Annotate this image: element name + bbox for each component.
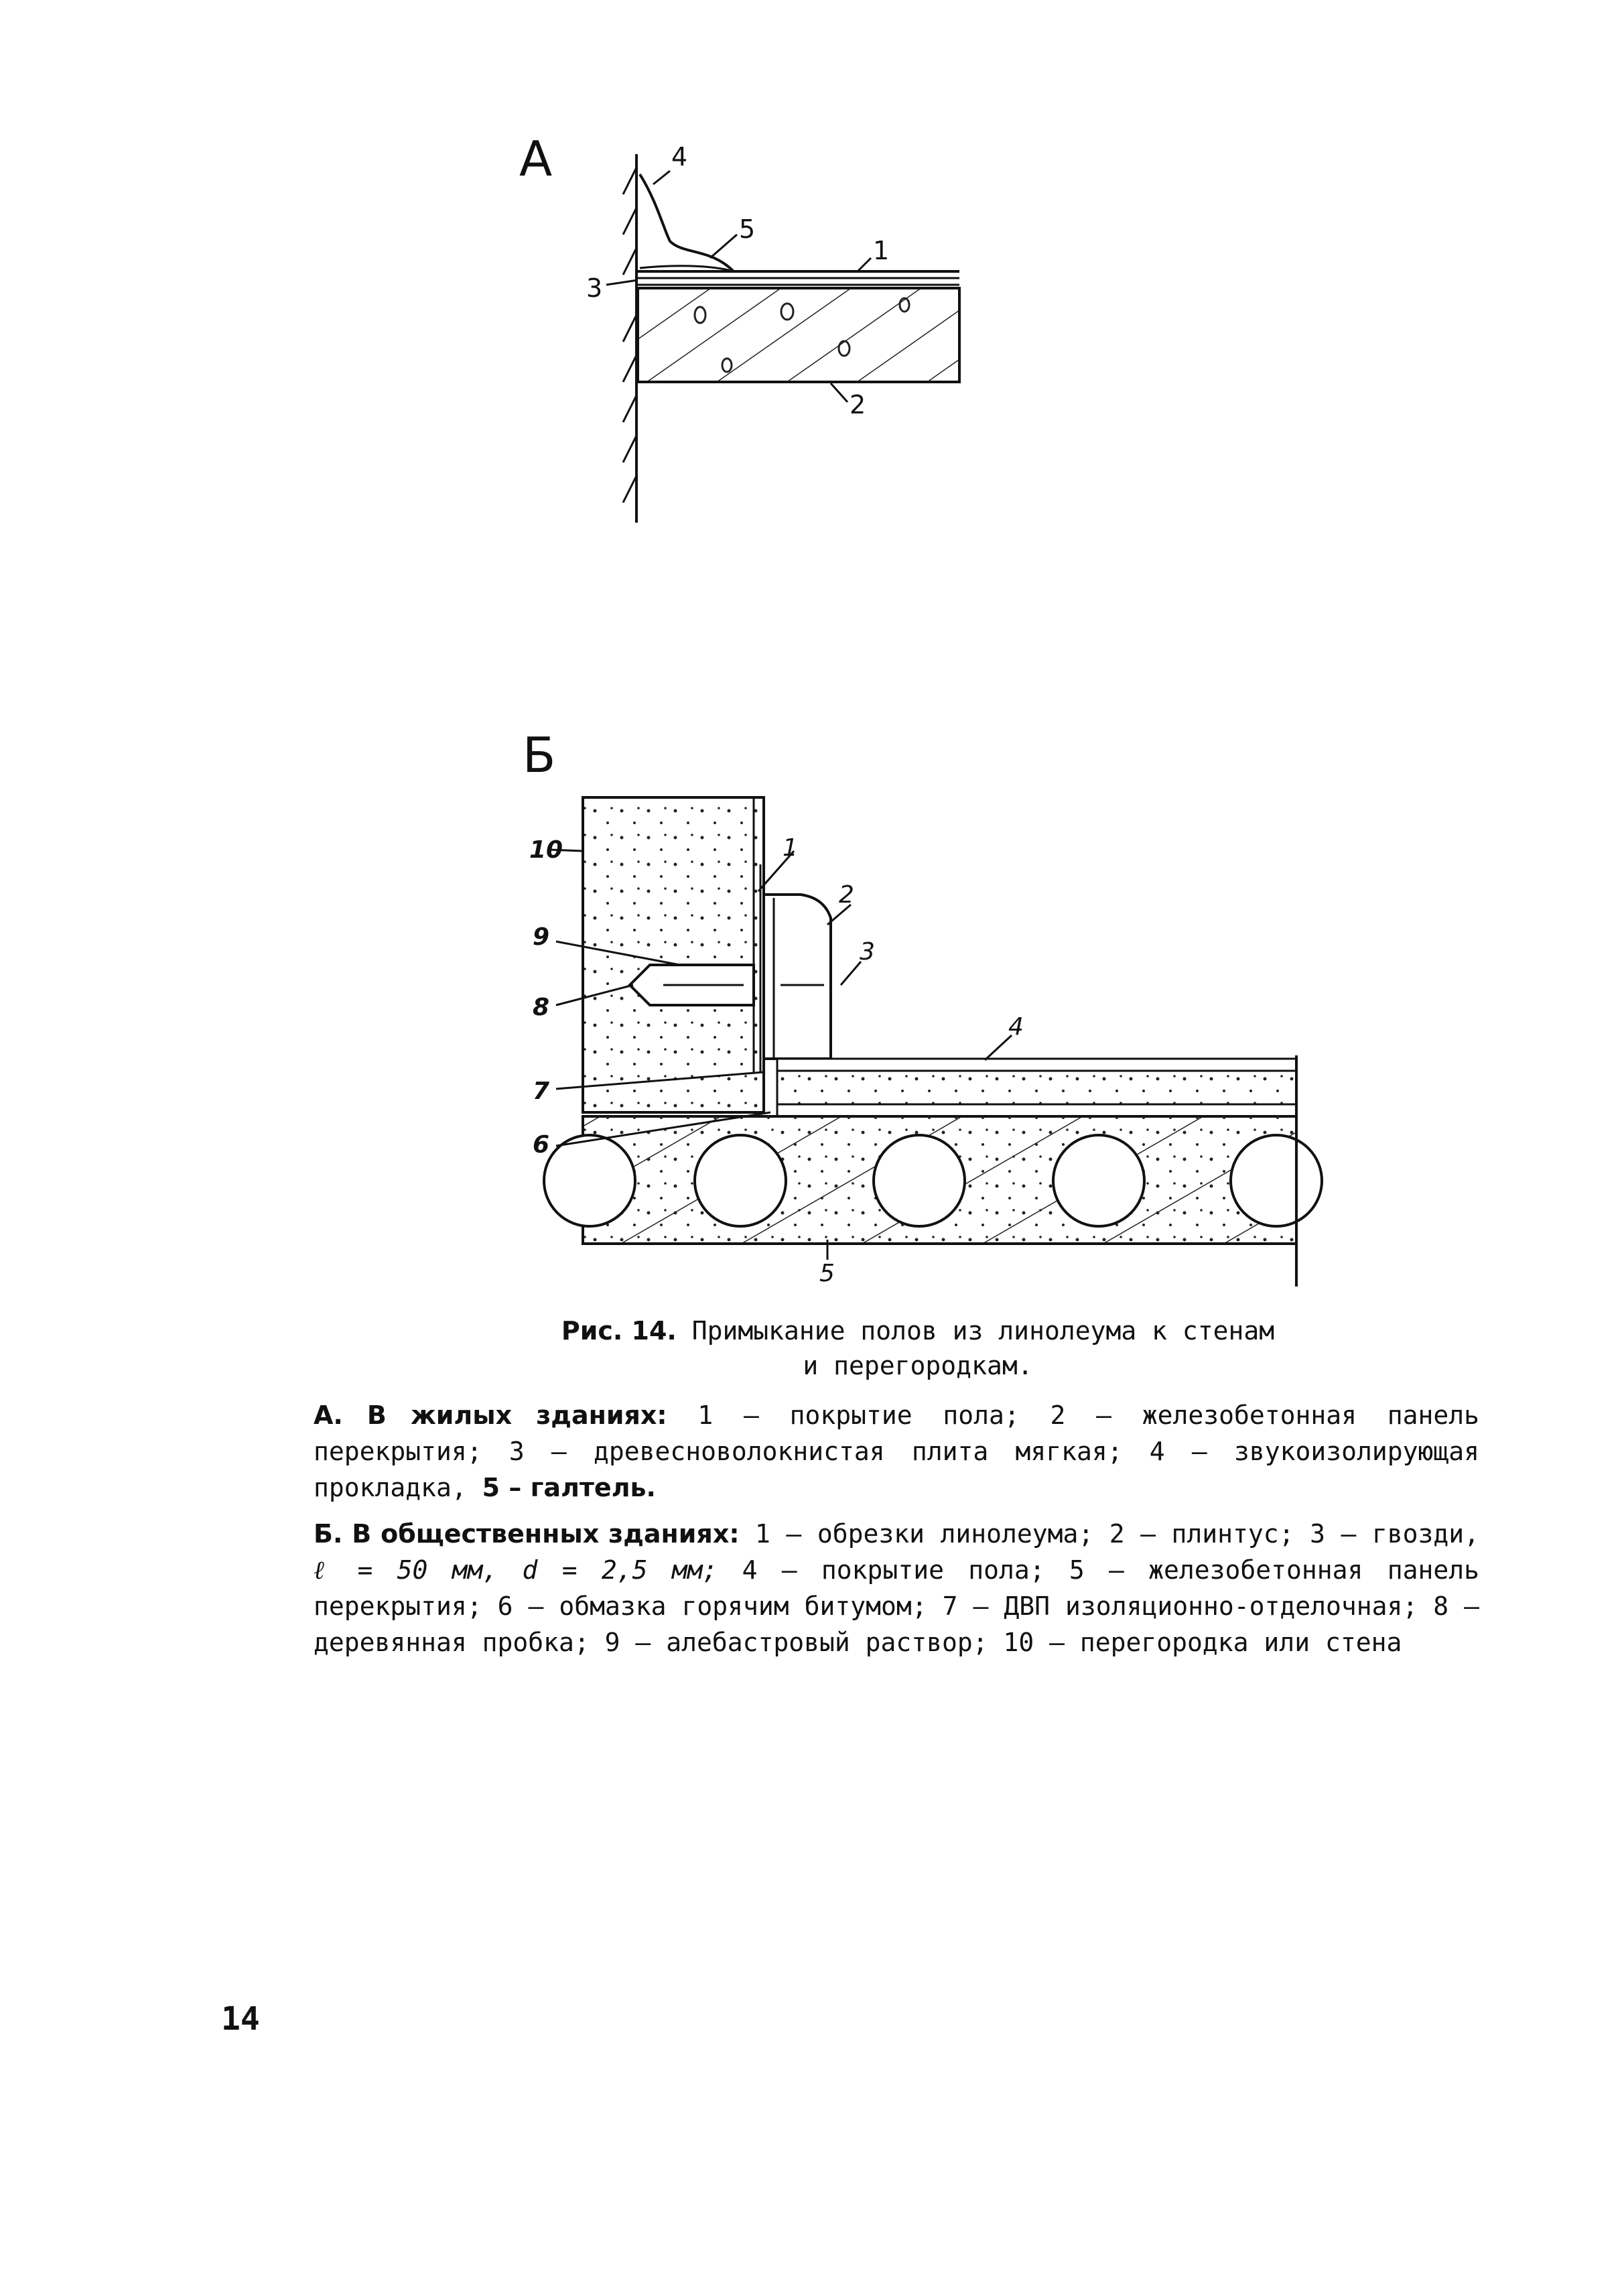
- legend-a-items: 1 – покрытие пола; 2 – железобетонная панель перекрытия; 3 – древесноволокнистая плита мягкая; 4 – звукоизолирующая прокладка,: [314, 1400, 1479, 1502]
- figure-a-title: А: [519, 131, 553, 187]
- figure-b-callout-8: 8: [533, 994, 550, 1021]
- legend-b-rest: 4 – покрытие пола; 5 – железобетонная панель перекрытия; 6 – обмазка горячим битумом; 7 – ДВП изоляционно-отделочная; 8 – деревянная пробка; 9 – алебастровый раствор; 10 – перегородка или стена: [314, 1555, 1479, 1657]
- figure-b-callout-4: 4: [1008, 1013, 1024, 1041]
- figure-b-callout-5: 5: [819, 1260, 835, 1287]
- figure-b-callout-10: 10: [529, 836, 563, 864]
- figure-a-callout-3: 3: [586, 273, 603, 303]
- page-number: 14: [221, 2000, 260, 2038]
- caption-line-1: [516, 1313, 1320, 1348]
- legend-b-formula-l: ℓ = 50 мм,: [314, 1555, 498, 1585]
- figure-a-callout-4: 4: [671, 142, 688, 172]
- caption-prefix: Рис. 14.: [561, 1316, 677, 1346]
- figure-a-callout-5: 5: [739, 214, 756, 244]
- legend-b: [314, 1516, 1479, 1660]
- legend-b-formula-d: d = 2,5 мм;: [522, 1555, 718, 1585]
- figure-b-title: Б: [523, 727, 556, 783]
- legend-a: [314, 1397, 1479, 1506]
- legend-a-last-item: 5 – галтель.: [482, 1473, 656, 1502]
- caption-line-2: и перегородкам.: [803, 1351, 1033, 1380]
- figure-b-callout-6: 6: [533, 1131, 550, 1159]
- figure-b-callout-3: 3: [860, 938, 875, 966]
- legend-a-heading: А. В жилых зданиях:: [314, 1400, 667, 1430]
- caption-text-1: Примыкание полов из линолеума к стенам: [691, 1316, 1275, 1346]
- figure-a-callout-2: 2: [850, 390, 866, 419]
- figure-b-callout-7: 7: [533, 1077, 550, 1105]
- figure-caption: [516, 1313, 1320, 1383]
- figure-b-callout-1: 1: [783, 834, 798, 862]
- legend-b-heading: Б. В общественных зданиях:: [314, 1519, 740, 1549]
- figure-a-callout-1: 1: [873, 236, 890, 265]
- legend-b-items: 1 – обрезки линолеума; 2 – плинтус; 3 – гвозди,: [755, 1519, 1479, 1549]
- figure-b-callout-9: 9: [533, 923, 550, 951]
- figure-b-callout-2: 2: [839, 881, 854, 909]
